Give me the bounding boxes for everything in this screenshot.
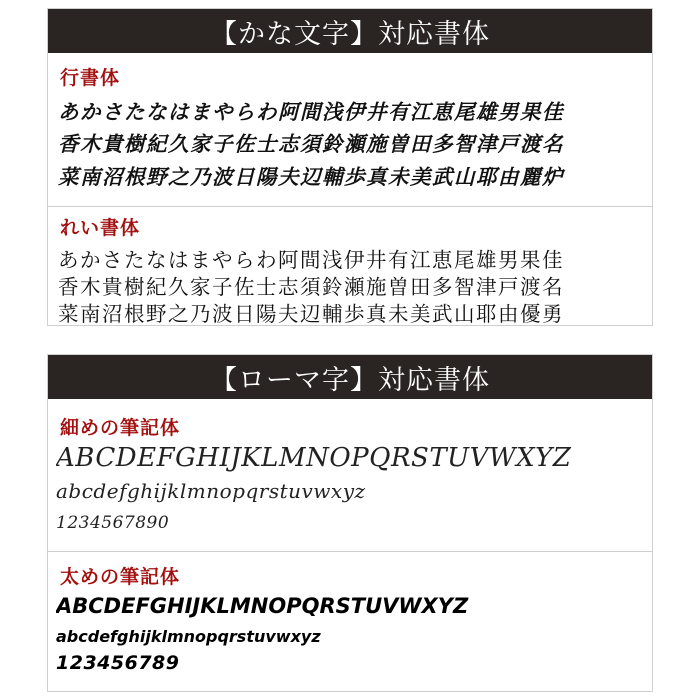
gyosho-line-2: 香木貴樹紀久家子佐士志須鈴瀬施曽田多智津戸渡名 — [58, 132, 564, 156]
thin-digits-line: 1234567890 — [56, 513, 170, 533]
gyosho-title: 行書体 — [60, 67, 121, 89]
rei-title: れい書体 — [60, 217, 141, 239]
roman-fonts-panel — [47, 354, 653, 692]
kana-panel-header: 【かな文字】対応書体 — [48, 9, 652, 53]
thick-script-section — [48, 551, 652, 694]
rei-line-1: あかさたなはまやらわ阿間浅伊井有江恵尾雄男果佳 — [58, 248, 564, 272]
thick-uppercase-line: ABCDEFGHIJKLMNOPQRSTUVWXYZ — [56, 594, 469, 618]
thin-uppercase-line: ABCDEFGHIJKLMNOPQRSTUVWXYZ — [56, 443, 572, 473]
gyosho-line-3: 菜南沼根野之乃波日陽夫辺輔歩真未美武山耶由麗炉 — [58, 165, 564, 189]
kana-fonts-panel — [47, 8, 653, 326]
thin-lowercase-line: abcdefghijklmnopqrstuvwxyz — [56, 479, 366, 503]
thin-script-section — [48, 399, 652, 551]
rei-section — [48, 206, 652, 327]
thin-script-title: 細めの筆記体 — [60, 417, 181, 439]
rei-line-2: 香木貴樹紀久家子佐士志須鈴瀬施曽田多智津戸渡名 — [58, 275, 564, 299]
rei-line-3: 菜南沼根野之乃波日陽夫辺輔歩真未美武山耶由優勇 — [58, 302, 564, 326]
gyosho-section — [48, 53, 652, 206]
thick-digits-line: 123456789 — [56, 652, 180, 674]
gyosho-line-1: あかさたなはまやらわ阿間浅伊井有江恵尾雄男果佳 — [58, 100, 564, 124]
thick-script-title: 太めの筆記体 — [60, 566, 181, 588]
roman-panel-header: 【ローマ字】対応書体 — [48, 355, 652, 399]
thick-lowercase-line: abcdefghijklmnopqrstuvwxyz — [56, 627, 321, 646]
